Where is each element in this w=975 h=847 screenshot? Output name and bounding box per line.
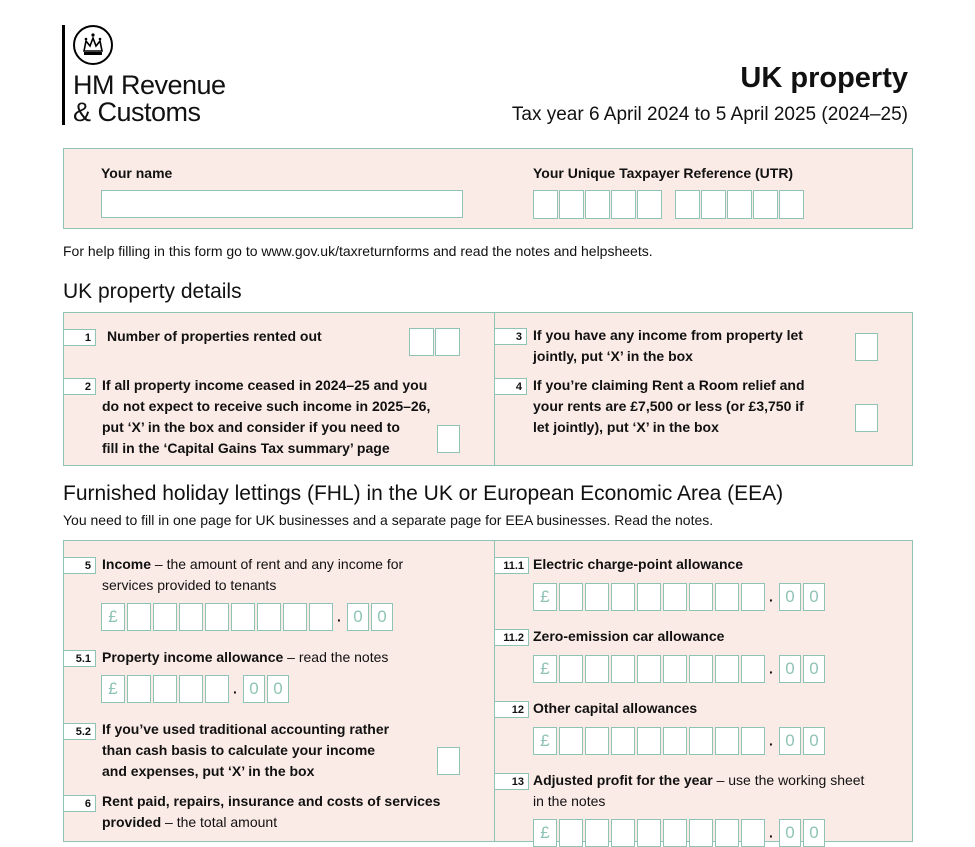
digit-box[interactable] [715, 655, 739, 683]
identity-panel [63, 148, 913, 229]
digit-box[interactable] [127, 603, 151, 631]
digit-box[interactable] [559, 655, 583, 683]
digit-box[interactable] [741, 655, 765, 683]
digit-box[interactable] [637, 727, 661, 755]
digit-box[interactable] [637, 655, 661, 683]
question-number: 13 [495, 773, 529, 790]
digit-box[interactable] [153, 675, 177, 703]
q2-line: put ‘X’ in the box and consider if you need to [102, 419, 400, 435]
pence-box: 0 [347, 603, 369, 631]
digit-box[interactable] [559, 583, 583, 611]
q1-digit-box[interactable] [409, 328, 434, 356]
utr-digit-box[interactable] [585, 190, 610, 219]
utr-digit-box[interactable] [637, 190, 662, 219]
q6-label [102, 791, 440, 833]
pence-box: 0 [371, 603, 393, 631]
pence-box: 0 [803, 583, 825, 611]
crown-logo-icon [73, 25, 113, 65]
property-details-panel [63, 312, 913, 466]
q5-bold: Income [102, 556, 152, 572]
question-number: 6 [64, 795, 96, 812]
digit-box[interactable] [663, 583, 687, 611]
q5-rest: – the amount of rent and any income for [151, 556, 404, 572]
q2-line: do not expect to receive such income in 2025–26, [102, 398, 431, 414]
pound-sign-box: £ [533, 819, 557, 847]
question-number: 2 [64, 378, 96, 395]
tax-year: Tax year 6 April 2024 to 5 April 2025 (2024–25) [511, 104, 908, 125]
fhl-heading: Furnished holiday lettings (FHL) in the UK or European Economic Area (EEA) [63, 482, 784, 505]
digit-box[interactable] [179, 675, 203, 703]
q11-2-label: Zero-emission car allowance [533, 628, 725, 644]
pence-box: 0 [803, 727, 825, 755]
q3-line: jointly, put ‘X’ in the box [533, 348, 693, 364]
digit-box[interactable] [283, 603, 307, 631]
pence-box: 0 [779, 655, 801, 683]
q5-2-line: If you’ve used traditional accounting rather [102, 721, 390, 737]
q3-line: If you have any income from property let [533, 327, 803, 343]
q5-2-line: than cash basis to calculate your income [102, 742, 376, 758]
digit-box[interactable] [689, 727, 713, 755]
digit-box[interactable] [585, 583, 609, 611]
pound-sign-box: £ [101, 603, 125, 631]
digit-box[interactable] [715, 819, 739, 847]
digit-box[interactable] [309, 603, 333, 631]
digit-box[interactable] [663, 727, 687, 755]
utr-digit-box[interactable] [701, 190, 726, 219]
utr-digit-box[interactable] [559, 190, 584, 219]
q4-label [533, 375, 805, 438]
utr-digit-box[interactable] [611, 190, 636, 219]
digit-box[interactable] [637, 819, 661, 847]
q5-label [102, 554, 403, 596]
question-number: 1 [64, 329, 96, 346]
q5-line2: services provided to tenants [102, 577, 277, 593]
logo-bar [62, 25, 65, 125]
digit-box[interactable] [637, 583, 661, 611]
digit-box[interactable] [741, 583, 765, 611]
pence-box: 0 [243, 675, 265, 703]
question-number: 5.2 [64, 723, 96, 740]
q4-line: If you’re claiming Rent a Room relief and [533, 377, 805, 393]
digit-box[interactable] [715, 727, 739, 755]
digit-box[interactable] [585, 819, 609, 847]
digit-box[interactable] [205, 675, 229, 703]
pence-box: 0 [779, 727, 801, 755]
q5-1-rest: – read the notes [283, 649, 389, 665]
digit-box[interactable] [689, 583, 713, 611]
pence-box: 0 [803, 655, 825, 683]
question-number: 12 [495, 701, 529, 718]
utr-digit-box[interactable] [727, 190, 752, 219]
help-text: For help filling in this form go to www.gov.uk/taxreturnforms and read the notes and helpsheets. [63, 243, 653, 259]
question-number: 5 [64, 557, 96, 574]
q5-1-label [102, 647, 388, 668]
pence-box: 0 [779, 819, 801, 847]
digit-box[interactable] [611, 727, 635, 755]
digit-box[interactable] [689, 819, 713, 847]
digit-box[interactable] [611, 819, 635, 847]
decimal-point: · [769, 592, 774, 608]
q13-rest: – use the working sheet [712, 772, 865, 788]
utr-digit-box[interactable] [675, 190, 700, 219]
question-number: 4 [495, 378, 527, 395]
q2-label [102, 375, 430, 459]
q2-line: fill in the ‘Capital Gains Tax summary’ page [102, 440, 390, 456]
digit-box[interactable] [153, 603, 177, 631]
pence-box: 0 [267, 675, 289, 703]
q3-checkbox[interactable] [855, 333, 878, 361]
question-number: 5.1 [64, 650, 96, 667]
digit-box[interactable] [179, 603, 203, 631]
fhl-panel [63, 540, 913, 842]
utr-digit-box[interactable] [779, 190, 804, 219]
pound-sign-box: £ [533, 727, 557, 755]
q6-bold: Rent paid, repairs, insurance and costs of services [102, 793, 441, 809]
digit-box[interactable] [663, 819, 687, 847]
q4-line: let jointly), put ‘X’ in the box [533, 419, 719, 435]
fhl-subheading: You need to fill in one page for UK businesses and a separate page for EEA businesses. Read the notes. [63, 512, 714, 528]
pence-box: 0 [779, 583, 801, 611]
q4-checkbox[interactable] [855, 404, 878, 432]
digit-box[interactable] [127, 675, 151, 703]
pound-sign-box: £ [533, 655, 557, 683]
org-line-2: & Customs [73, 97, 201, 127]
q5-2-label [102, 719, 389, 782]
decimal-point: · [769, 828, 774, 844]
digit-box[interactable] [585, 655, 609, 683]
utr-label: Your Unique Taxpayer Reference (UTR) [533, 165, 794, 181]
utr-digit-box[interactable] [753, 190, 778, 219]
pence-box: 0 [803, 819, 825, 847]
q5-1-bold: Property income allowance [102, 649, 284, 665]
digit-box[interactable] [741, 727, 765, 755]
digit-box[interactable] [205, 603, 229, 631]
digit-box[interactable] [611, 655, 635, 683]
form-title: UK property [740, 62, 908, 94]
pound-sign-box: £ [101, 675, 125, 703]
question-number: 11.2 [495, 629, 529, 646]
name-label: Your name [101, 165, 173, 181]
q5-2-line: and expenses, put ‘X’ in the box [102, 763, 315, 779]
digit-box[interactable] [585, 727, 609, 755]
pound-sign-box: £ [533, 583, 557, 611]
q2-line: If all property income ceased in 2024–25 and you [102, 377, 428, 393]
digit-box[interactable] [257, 603, 281, 631]
digit-box[interactable] [231, 603, 255, 631]
q13-label [533, 770, 864, 812]
q4-line: your rents are £7,500 or less (or £3,750 if [533, 398, 804, 414]
q12-label: Other capital allowances [533, 700, 698, 716]
name-field[interactable] [101, 190, 463, 218]
utr-digit-box[interactable] [533, 190, 558, 219]
q13-bold: Adjusted profit for the year [533, 772, 713, 788]
org-line-1: HM Revenue [73, 70, 226, 100]
decimal-point: · [769, 664, 774, 680]
digit-box[interactable] [741, 819, 765, 847]
q13-line2: in the notes [533, 793, 606, 809]
digit-box[interactable] [663, 655, 687, 683]
digit-box[interactable] [689, 655, 713, 683]
q1-digit-box[interactable] [435, 328, 460, 356]
property-details-heading: UK property details [63, 280, 242, 303]
q6-line2-rest: – the total amount [161, 814, 278, 830]
question-number: 3 [495, 328, 527, 345]
organisation-name [73, 72, 226, 126]
digit-box[interactable] [559, 727, 583, 755]
question-number: 11.1 [495, 557, 529, 574]
q5-2-checkbox[interactable] [437, 747, 460, 775]
q11-1-label: Electric charge-point allowance [533, 556, 744, 572]
decimal-point: · [769, 736, 774, 752]
q3-label [533, 325, 803, 367]
q2-checkbox[interactable] [437, 425, 460, 453]
digit-box[interactable] [559, 819, 583, 847]
q1-label: Number of properties rented out [107, 328, 322, 344]
column-divider [494, 541, 495, 841]
decimal-point: · [233, 684, 238, 700]
decimal-point: · [337, 612, 342, 628]
digit-box[interactable] [715, 583, 739, 611]
q6-line2-bold: provided [102, 814, 162, 830]
digit-box[interactable] [611, 583, 635, 611]
